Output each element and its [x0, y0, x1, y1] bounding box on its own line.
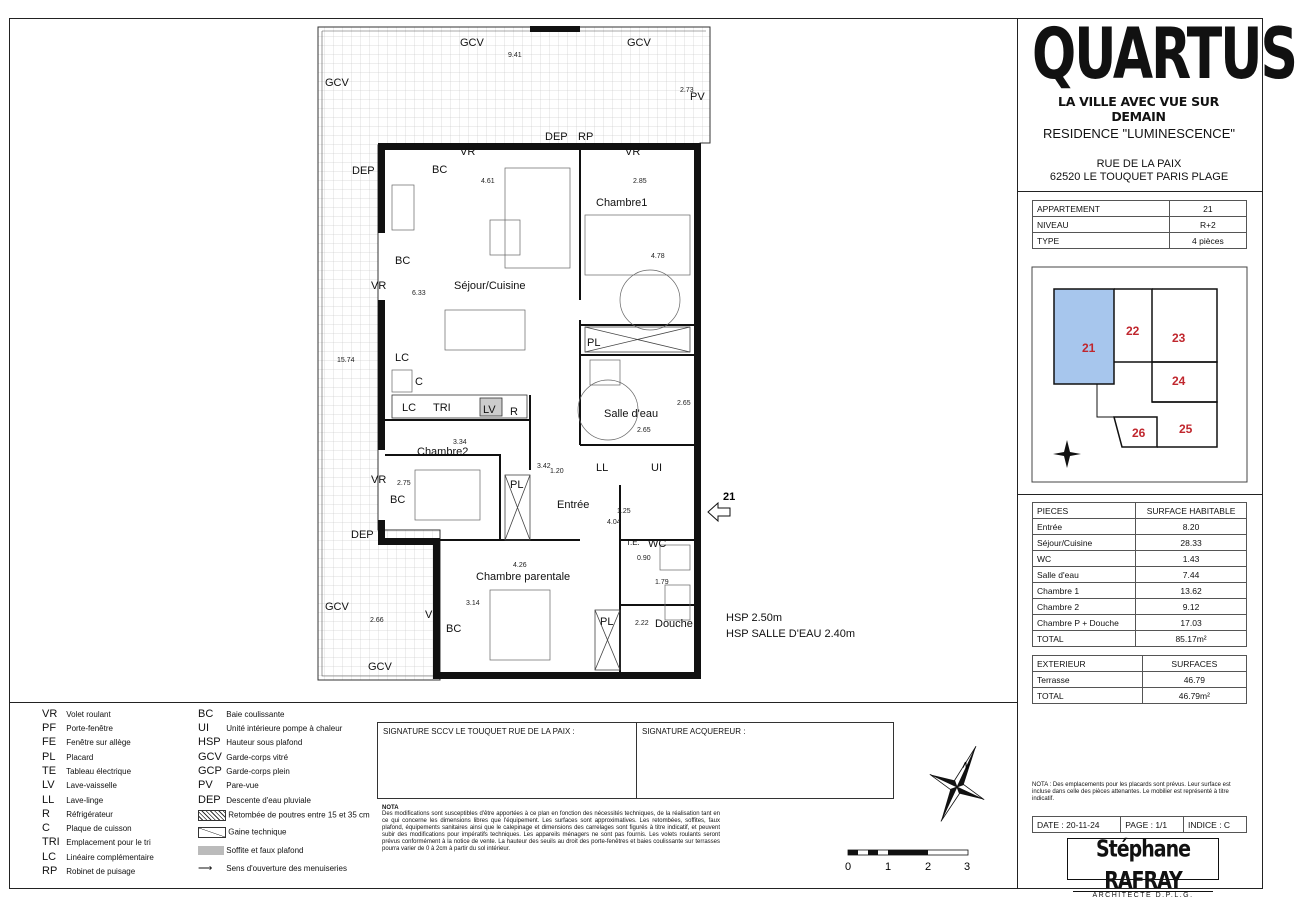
info-table: [1032, 200, 1247, 249]
svg-text:22: 22: [1126, 324, 1140, 338]
svg-text:4.78: 4.78: [651, 253, 665, 260]
svg-text:LC: LC: [395, 352, 410, 364]
architect-title: ARCHITECTE D.P.L.G.: [1073, 891, 1213, 899]
svg-text:1: 1: [884, 861, 892, 873]
title-block-divider: [1017, 18, 1018, 889]
residence-name: RESIDENCE "LUMINESCENCE": [1043, 126, 1235, 141]
signature-sccv-label: SIGNATURE SCCV LE TOUQUET RUE DE LA PAIX :: [383, 727, 575, 736]
legend-item: GCP Garde-corps plein: [198, 765, 290, 777]
svg-text:LV: LV: [483, 404, 496, 416]
legend-symbol-soffit: Soffite et faux plafond: [198, 846, 303, 855]
svg-text:Chambre2: Chambre2: [417, 446, 469, 458]
svg-text:4.26: 4.26: [513, 562, 527, 569]
legend-symbol-beam: Retombée de poutres entre 15 et 35 cm: [198, 810, 370, 821]
legend-item: FE Fenêtre sur allège: [42, 736, 131, 748]
residence-street: RUE DE LA PAIX: [1096, 158, 1182, 170]
svg-text:GCV: GCV: [325, 601, 349, 613]
legend-item: DEP Descente d'eau pluviale: [198, 794, 311, 806]
svg-text:DEP: DEP: [545, 131, 568, 143]
svg-text:3.42: 3.42: [537, 463, 551, 470]
svg-text:VR: VR: [460, 146, 476, 158]
svg-text:RP: RP: [578, 131, 594, 143]
svg-text:0.90: 0.90: [637, 555, 651, 562]
legend-item: R Réfrigérateur: [42, 808, 113, 820]
svg-text:GCV: GCV: [460, 37, 484, 49]
svg-text:Séjour/Cuisine: Séjour/Cuisine: [454, 280, 526, 292]
table-row: APPARTEMENT 21: [1033, 201, 1247, 217]
svg-text:1.20: 1.20: [550, 468, 564, 475]
legend-item: LV Lave-vaisselle: [42, 779, 117, 791]
svg-text:PL: PL: [600, 616, 614, 628]
svg-text:PL: PL: [510, 479, 524, 491]
soffit-icon: [198, 846, 224, 855]
svg-text:R: R: [510, 406, 518, 418]
svg-text:VR: VR: [371, 474, 387, 486]
table-row: WC 1.43: [1033, 551, 1247, 567]
table-row: TOTAL 85.17m²: [1033, 631, 1247, 647]
table-row: Chambre P + Douche 17.03: [1033, 615, 1247, 631]
legend-item: LL Lave-linge: [42, 794, 104, 806]
svg-text:LL: LL: [596, 462, 609, 474]
page-cell: PAGE : 1/1: [1121, 817, 1184, 833]
legend-symbol-opening: ⟶ Sens d'ouverture des menuiseries: [198, 863, 347, 874]
svg-text:0: 0: [844, 861, 852, 873]
brand-name: QUARTUS: [1032, 14, 1296, 96]
legend-item: TE Tableau électrique: [42, 765, 132, 777]
legend-item: BC Baie coulissante: [198, 708, 285, 720]
svg-text:6.33: 6.33: [412, 290, 426, 297]
svg-text:15.74: 15.74: [337, 357, 355, 364]
legend-item: PL Placard: [42, 751, 94, 763]
footer-meta: [1032, 816, 1247, 833]
svg-text:Salle d'eau: Salle d'eau: [604, 408, 659, 420]
svg-text:VR: VR: [425, 609, 441, 621]
svg-text:WC: WC: [648, 538, 667, 550]
table-header: EXTERIEUR SURFACES: [1033, 656, 1247, 672]
rooms-table: [1032, 502, 1247, 647]
table-row: TYPE 4 pièces: [1033, 233, 1247, 249]
beam-hatch-icon: [198, 810, 226, 821]
legend-item: TRI Emplacement pour le tri: [42, 836, 151, 848]
svg-text:PV: PV: [690, 91, 705, 103]
floor-plan: [300, 20, 736, 700]
svg-text:23: 23: [1172, 331, 1186, 345]
date-cell: DATE : 20-11-24: [1033, 817, 1121, 833]
keyplan-divider: [1017, 494, 1262, 495]
table-header: PIECES SURFACE HABITABLE: [1033, 503, 1247, 519]
note-right: NOTA : Des emplacements pour les placards sont prévus. Leur surface est incluse dans celle des pièces attenantes. Le mobilier est représenté à titre indicatif.: [1032, 782, 1231, 802]
table-row: [1033, 817, 1247, 833]
svg-text:2.75: 2.75: [397, 480, 411, 487]
svg-text:GCV: GCV: [368, 661, 392, 673]
architect-name: Stéphane RAFRAY: [1095, 836, 1190, 894]
svg-text:21: 21: [723, 491, 736, 503]
svg-text:2.65: 2.65: [677, 400, 691, 407]
table-row: Salle d'eau 7.44: [1033, 567, 1247, 583]
residence-city: 62520 LE TOUQUET PARIS PLAGE: [1049, 171, 1229, 183]
svg-text:2.85: 2.85: [633, 178, 647, 185]
legend-item: UI Unité intérieure pompe à chaleur: [198, 722, 343, 734]
legend-item: C Plaque de cuisson: [42, 822, 132, 834]
svg-text:VR: VR: [625, 146, 641, 158]
table-row: Chambre 2 9.12: [1033, 599, 1247, 615]
svg-text:25: 25: [1179, 422, 1193, 436]
svg-text:GCV: GCV: [325, 77, 349, 89]
svg-text:LC: LC: [402, 402, 417, 414]
title-divider: [1017, 191, 1262, 192]
legend-item: PF Porte-fenêtre: [42, 722, 113, 734]
svg-text:2.66: 2.66: [370, 617, 384, 624]
svg-text:BC: BC: [432, 164, 448, 176]
signature-acquereur-label: SIGNATURE ACQUEREUR :: [642, 727, 746, 736]
svg-text:21: 21: [1082, 341, 1096, 355]
arrow-right-icon: ⟶: [198, 863, 213, 874]
svg-text:1.25: 1.25: [617, 508, 631, 515]
legend-item: LC Linéaire complémentaire: [42, 851, 154, 863]
architect-stamp: [1067, 836, 1219, 899]
hsp-salle-eau-label: HSP SALLE D'EAU 2.40m: [726, 628, 856, 640]
table-row: Entrée 8.20: [1033, 519, 1247, 535]
compass-rose-icon: [915, 735, 995, 825]
svg-text:Entrée: Entrée: [557, 499, 590, 511]
legend-item: PV Pare-vue: [198, 779, 259, 791]
brand-logo: [1032, 14, 1296, 124]
svg-text:VR: VR: [371, 280, 387, 292]
svg-text:1.79: 1.79: [655, 579, 669, 586]
svg-text:BC: BC: [390, 494, 406, 506]
svg-text:GCV: GCV: [627, 37, 651, 49]
svg-text:Chambre parentale: Chambre parentale: [476, 571, 571, 583]
svg-text:Douche: Douche: [655, 618, 693, 630]
table-row: TOTAL 46.79m²: [1033, 688, 1247, 704]
legend-item: VR Volet roulant: [42, 708, 111, 720]
svg-text:T.E.: T.E.: [626, 538, 640, 547]
nota-title: NOTA: [382, 805, 399, 811]
key-plan: [1032, 267, 1247, 482]
scale-bar: [843, 846, 973, 874]
svg-text:3.34: 3.34: [453, 439, 467, 446]
svg-text:3: 3: [963, 861, 971, 873]
legend-symbol-duct: Gaine technique: [198, 827, 287, 838]
hsp-label: HSP 2.50m: [726, 612, 783, 624]
svg-text:4.61: 4.61: [481, 178, 495, 185]
svg-text:3.14: 3.14: [466, 600, 480, 607]
svg-text:TRI: TRI: [433, 402, 451, 414]
svg-text:2.65: 2.65: [637, 427, 651, 434]
brand-tagline: LA VILLE AVEC VUE SUR DEMAIN: [1058, 94, 1219, 124]
svg-text:C: C: [415, 376, 423, 388]
legend-item: RP Robinet de puisage: [42, 865, 136, 877]
table-row: NIVEAU R+2: [1033, 217, 1247, 233]
svg-text:DEP: DEP: [351, 529, 374, 541]
svg-text:26: 26: [1132, 426, 1146, 440]
svg-text:2.73: 2.73: [680, 87, 694, 94]
svg-text:DEP: DEP: [352, 165, 375, 177]
svg-text:2.22: 2.22: [635, 620, 649, 627]
table-row: Terrasse 46.79: [1033, 672, 1247, 688]
svg-text:Chambre1: Chambre1: [596, 197, 648, 209]
svg-text:BC: BC: [446, 623, 462, 635]
nota-block: [382, 805, 720, 853]
legend-item: GCV Garde-corps vitré: [198, 751, 289, 763]
svg-text:BC: BC: [395, 255, 411, 267]
svg-text:24: 24: [1172, 374, 1186, 388]
nota-text: Des modifications sont susceptibles d'être apportées à ce plan en fonction des nécessités techniques, de la réalisation tant en ce qui concerne les dimensions libres que l'équipement. Les surfaces sont approximatives. Les retombées, soffites, faux plafond, équipements sanitaires ainsi que le calepinage et dimensions des carrelages sont figurés à titre indicatif, et peuvent subir des modifications pour impératifs techniques. Les appareils ménagers ne sont pas fournis. Les volets roulants seront prévus conformément à la notice de vente. La hauteur des seuils au droit des porte-fenêtres et baies coulissante sur terrasses pourra varier de 0 à 2cm à partir du sol intérieur.: [382, 811, 720, 852]
svg-text:4.04: 4.04: [607, 519, 621, 526]
table-row: Séjour/Cuisine 28.33: [1033, 535, 1247, 551]
duct-icon: [198, 827, 226, 838]
signature-divider: [636, 723, 637, 798]
svg-text:PL: PL: [587, 337, 601, 349]
svg-text:N: N: [960, 759, 972, 772]
svg-text:UI: UI: [651, 462, 662, 474]
indice-cell: INDICE : C: [1184, 817, 1247, 833]
legend-divider: [9, 702, 1017, 703]
exterior-table: [1032, 655, 1247, 704]
legend-item: HSP Hauteur sous plafond: [198, 736, 303, 748]
svg-text:2: 2: [924, 861, 932, 873]
table-row: Chambre 1 13.62: [1033, 583, 1247, 599]
svg-text:9.41: 9.41: [508, 52, 522, 59]
signature-box: [377, 722, 894, 799]
